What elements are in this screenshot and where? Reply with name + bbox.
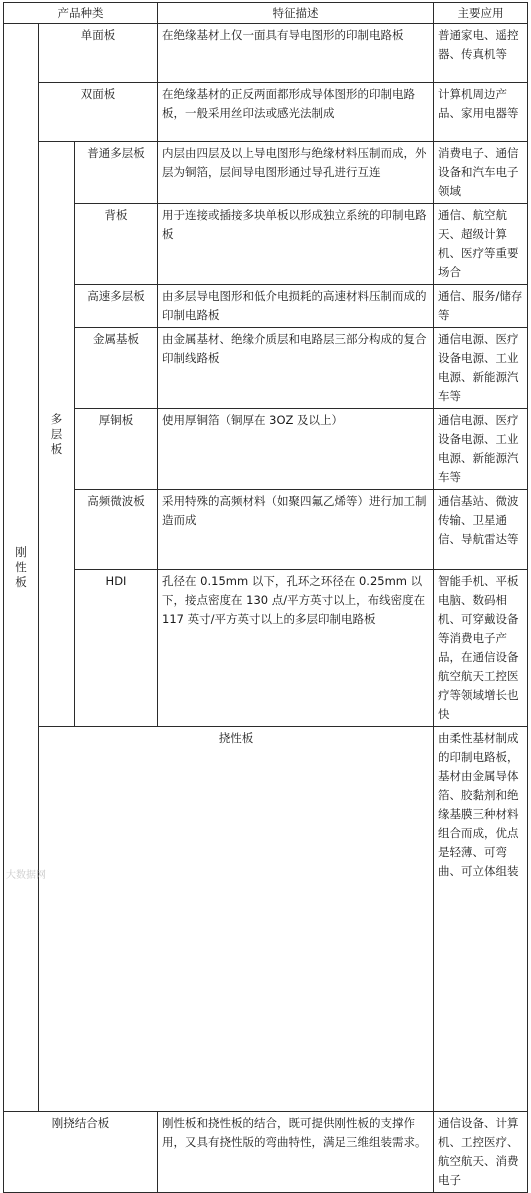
row-name: 高频微波板	[75, 490, 158, 570]
row-name: 金属基板	[75, 328, 158, 409]
row-app: 计算机周边产品、家用电器等	[434, 83, 528, 142]
watermark: 大数据网	[6, 870, 46, 881]
row-desc: 用于连接或插接多块单板以形成独立系统的印制电路板	[158, 204, 434, 285]
row-desc: 刚性板和挠性板的结合，既可提供刚性板的支撑作用，又具有挠性版的弯曲特性，满足三维组装需求。	[158, 1112, 434, 1193]
group-rigid-label: 刚性板	[15, 545, 27, 589]
header-category: 产品种类	[4, 3, 158, 24]
row-name: 刚挠结合板	[4, 1112, 158, 1193]
group-rigid-cell	[4, 24, 39, 1112]
table-row	[4, 1112, 528, 1193]
table-row	[4, 328, 528, 409]
row-desc: 在绝缘基材的正反两面都形成导体图形的印制电路板，一般采用丝印法或感光法制成	[158, 83, 434, 142]
header-features: 特征描述	[158, 3, 434, 24]
row-app: 普通家电、遥控器、传真机等	[434, 24, 528, 83]
row-desc: 由柔性基材制成的印制电路板，基材由金属导体箔、胶黏剂和绝缘基膜三种材料组合而成，优点是轻薄、可弯曲、可立体组装	[434, 727, 528, 1112]
row-desc: 内层由四层及以上导电图形与绝缘材料压制而成，外层为铜箔，层间导电图形通过导孔进行互连	[158, 142, 434, 204]
table-header-row	[4, 3, 528, 24]
row-name: HDI	[75, 570, 158, 727]
pcb-classification-table	[3, 2, 528, 1193]
row-app: 通信、服务/储存等	[434, 285, 528, 328]
row-app: 通信电源、医疗设备电源、工业电源、新能源汽车等	[434, 328, 528, 409]
table-row	[4, 409, 528, 490]
row-desc: 在绝缘基材上仅一面具有导电图形的印制电路板	[158, 24, 434, 83]
table-row	[4, 142, 528, 204]
row-app: 智能手机、平板电脑、数码相机、可穿戴设备等消费电子产品，在通信设备航空航天工控医疗等领域增长也快	[434, 570, 528, 727]
table-row	[4, 83, 528, 142]
row-desc: 由多层导电图形和低介电损耗的高速材料压制而成的印制电路板	[158, 285, 434, 328]
row-desc: 由金属基材、绝缘介质层和电路层三部分构成的复合印制线路板	[158, 328, 434, 409]
table-row	[4, 285, 528, 328]
row-app: 通信电源、医疗设备电源、工业电源、新能源汽车等	[434, 409, 528, 490]
group-multilayer-label: 多层板	[50, 411, 63, 456]
row-desc: 使用厚铜箔（铜厚在 3OZ 及以上）	[158, 409, 434, 490]
group-multilayer-cell	[39, 142, 75, 727]
row-name: 双面板	[39, 83, 158, 142]
row-name: 单面板	[39, 24, 158, 83]
row-app: 通信、航空航天、超级计算机、医疗等重要场合	[434, 204, 528, 285]
table-row	[4, 204, 528, 285]
table-row	[4, 570, 528, 727]
row-name: 普通多层板	[75, 142, 158, 204]
header-applications: 主要应用	[434, 3, 528, 24]
row-app: 通信设备、计算机、工控医疗、航空航天、消费电子	[434, 1112, 528, 1193]
row-desc: 采用特殊的高频材料（如聚四氟乙烯等）进行加工制造而成	[158, 490, 434, 570]
row-desc: 孔径在 0.15mm 以下，孔环之环径在 0.25mm 以下，接点密度在 130 点/平方英寸以上，布线密度在 117 英寸/平方英寸以上的多层印制电路板	[158, 570, 434, 727]
table-row	[4, 727, 528, 1112]
table-row	[4, 24, 528, 83]
table-row	[4, 490, 528, 570]
row-name: 高速多层板	[75, 285, 158, 328]
row-name: 背板	[75, 204, 158, 285]
row-app: 通信基站、微波传输、卫星通信、导航雷达等	[434, 490, 528, 570]
row-name: 挠性板	[39, 727, 434, 1112]
row-app: 消费电子、通信设备和汽车电子领域	[434, 142, 528, 204]
row-name: 厚铜板	[75, 409, 158, 490]
